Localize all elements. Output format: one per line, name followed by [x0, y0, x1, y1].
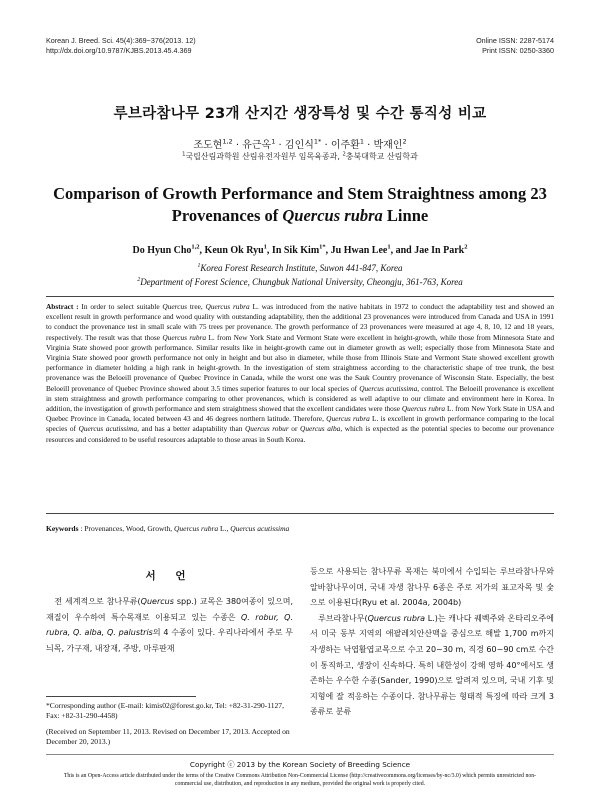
print-issn: Print ISSN: 0250-3360: [482, 46, 554, 55]
affil-sup: 2: [137, 277, 141, 283]
body-text: 의 4 수종이 있다. 우리나라에서 주로 무늬목, 가구재, 내장재, 주방, 마루판재: [46, 628, 294, 653]
author-name: 이주환: [330, 140, 360, 151]
abstract-text: , which is expected as the potential species to become our provenance resources and considered to be useful resources adaptable to those areas in South Korea.: [46, 424, 554, 444]
affil-text: Korea Forest Research Institute, Suwon 441-847, Korea: [200, 263, 403, 273]
species-name: Quercus: [162, 302, 188, 311]
copyright-line: Copyright ⓒ 2013 by the Korean Society of Breeding Science: [189, 760, 411, 769]
species-name: Quercus rubra: [205, 302, 250, 311]
species-name: Quercus acutissima: [359, 383, 418, 393]
affil-text: 충북대학교 산림학과: [345, 152, 418, 161]
english-title: [0, 183, 600, 227]
title-line-1: Comparison of Growth Performance and Stem Straightness among 23: [53, 184, 547, 203]
affil-sup: 2: [342, 151, 346, 158]
footnote-divider: [46, 696, 196, 697]
english-authors: Do Hyun Cho$^{1,2}$, Keun Ok Ryu$^1$, In Sik Kim$^{1*}$, Ju Hwan Lee$^1$, and Jae In Park$^2$: [132, 243, 468, 256]
separator: ·: [232, 140, 243, 151]
author-name: 김인식: [284, 140, 314, 151]
footer-divider: [46, 754, 554, 755]
affil-sup: 1: [182, 151, 186, 158]
abstract-text: L. was introduced from the native habitats in 1972 to conduct the adaptability test and showed an excellent result in growth performance and wood quality with outstanding adaptability, then the additional 23 provenances were introduced from Canada and USA in 1991 to conduct the provenance test in small scale with 75 trees per provenance. The growth performance of 23 provenances were measured at age 4, 8, 10, 12 and 18 years, respectively. The result was that those: [46, 302, 554, 342]
english-affiliation-2: [0, 277, 600, 287]
license-note: This is an Open-Access article distributed under the terms of the Creative Commons Attribution Non-Commercial License (http://creativecommons.org/licenses/by-nc/3.0) which permits unrestricted non-commercial use, distribution, and reproduction in any medium, provided the original work is properly cited.: [63, 773, 537, 787]
body-paragraph: 등으로 사용되는 참나무류 목재는 북미에서 수입되는 루브라참나무와 알바참나무이며, 국내 자생 참나무 6종은 주로 저가의 표고자목 및 숯으로 이용된다(Ryu et al. 2004a, 2004b): [310, 567, 554, 608]
author-name: Ju Hwan Lee: [330, 245, 388, 256]
abstract-text: tree,: [187, 302, 206, 311]
body-text: spp.) 교목은 380여종이 있으며, 재질이 우수하여 특수목재로 이용되고 있는 수종은: [46, 597, 293, 622]
abstract-text: L. from New York State in USA and Quebec Province in Canada, located between 43 and 46 degrees northern latitude. Therefore,: [46, 404, 554, 424]
received-dates-note: (Received on September 11, 2013. Revised on December 17, 2013. Accepted on December 20, 2013.): [46, 727, 290, 746]
author-name: Keun Ok Ryu: [204, 245, 264, 256]
section-title-introduction: 서 언: [145, 570, 194, 582]
affil-text: Department of Forest Science, Chungbuk National University, Cheongju, 361-763, Korea: [140, 277, 463, 287]
korean-affiliations: [0, 151, 600, 162]
species-name: Quercus rubra: [282, 206, 383, 225]
keywords: [46, 524, 554, 533]
abstract: [46, 302, 554, 445]
abstract-text: L. from New York State and Vermont State were excellent in height-growth, while those from Minnesota State and Virginia State showed poor growth performance. Similar results like in height-growth came out in diameter growth as well; especially those from Minnesota State and Virginia State showed poor growth performance not only in height and but also in diameter, while those from Illinois State and Vermont State showed excellent growth performance in diameter holding a high rank in height-growth. In the investigation of stem straightness according to the characteristic shape of tree trunk, the best provenance was the Beloeill provenance of Quebec Province in Canada, while the worst one was the Sauk Country provenance of Wisconsin State. Especially, the best Beloeill provenance of Quebec Province showed about 3.5 times superior features to our local species of: [46, 332, 555, 393]
author-name: Do Hyun Cho: [132, 245, 192, 256]
online-issn: Online ISSN: 2287-5174: [476, 36, 554, 45]
abstract-label: Abstract :: [46, 302, 79, 311]
corresponding-author-note: *Corresponding author (E-mail: kimis02@forest.go.kr, Tel: +82-31-290-1127, Fax: +82-31-290-4458): [46, 701, 285, 720]
separator: ·: [363, 140, 374, 151]
author-name: 조도현: [193, 140, 223, 151]
separator: ·: [321, 140, 331, 151]
abstract-text: , control. The Beloeill provenance is excellent in stem straightness and growth performance comparing to other provenances, which is considered as well adaptive to our climate and environment here in Korea. In addition, the investigation of growth performance and stem straightness showed that the excellent candidates were those: [46, 383, 554, 414]
author-name: Jae In Park: [414, 245, 465, 256]
body-text: 전 세계적으로 참나무류(: [46, 597, 141, 606]
species-name: Q. robur, Q. rubra, Q. alba, Q. palustris: [46, 612, 293, 638]
korean-authors: [0, 136, 600, 151]
author-name: In Sik Kim: [271, 245, 320, 256]
species-name: Quercus: [140, 597, 174, 606]
affil-sup: 1*: [319, 243, 326, 251]
affil-sup: 2: [402, 137, 407, 146]
species-name: Quercus alba: [300, 424, 341, 434]
body-text: L.)는 캐나다 퀘벡주와 온타리오주에서 미국 동부 지역의 애팔레치안산맥을 중심으로 해발 1,700 m까지 자생하는 낙엽활엽교목으로 수고 20~30 m, 직경 60~90 cm로 수간이 통직하고, 생장이 신속하다. 특히 내한성이 강해 영하 40°에서도 생존하는 우수한 수종(Sander, 1990)으로 알려져 있으며, 국내 기후 및 지형에 잘 적응하는 수종이다. 참나무류는 형태적 특징에 따라 크게 3종류로 분류: [310, 613, 554, 717]
keywords-label: Keywords: [46, 524, 79, 533]
keywords-colon: :: [78, 524, 85, 533]
affil-sup: 1: [263, 243, 267, 251]
keywords-text: L.,: [218, 524, 231, 533]
doi-link[interactable]: http://dx.doi.org/10.9787/KJBS.2013.45.4.369: [46, 46, 192, 55]
affil-sup: 1,2: [191, 243, 200, 251]
species-name: Quercus acutissima: [230, 524, 290, 533]
affil-sup: 1: [387, 243, 391, 251]
species-name: Quercus acutissima,: [78, 424, 140, 434]
left-column-text: [46, 594, 293, 656]
separator: ·: [275, 140, 285, 151]
species-name: Quercus rubra: [162, 332, 207, 342]
affil-sup: 1: [271, 137, 276, 146]
species-name: Quercus rubra: [401, 404, 446, 414]
journal-citation: Korean J. Breed. Sci. 45(4):369~376(2013. 12): [46, 36, 196, 45]
affil-sup: 1: [359, 137, 364, 146]
affil-sup: 1,2: [222, 137, 233, 146]
abstract-text: L. is excellent in growth performance comparing to the local species of: [46, 414, 554, 434]
title-text: Linne: [382, 206, 429, 225]
body-paragraph: [310, 611, 554, 720]
affil-sup: 2: [464, 243, 468, 251]
affil-text: 국립산림과학원 산림유전자원부 임목육종과,: [185, 152, 343, 161]
abstract-text: or: [288, 424, 301, 434]
species-name: Quercus rubra: [367, 613, 426, 623]
body-text: 루브라참나무(: [310, 613, 368, 623]
affil-sup: 1: [197, 263, 201, 269]
author-name: 유근옥: [242, 140, 272, 151]
issn-header: [476, 36, 554, 56]
title-text: Provenances of: [171, 206, 283, 225]
title-line-2: [0, 205, 600, 227]
species-name: Quercus rubra: [326, 414, 370, 424]
abstract-text: and has a better adaptability than: [139, 424, 245, 434]
affil-sup: 1*: [313, 137, 322, 146]
journal-header: [46, 36, 196, 56]
keywords-text: Provenances, Wood, Growth,: [84, 524, 175, 533]
author-name: 박재인: [373, 140, 403, 151]
conjunction: and: [395, 245, 415, 256]
abstract-text: In order to select suitable: [78, 302, 163, 311]
species-name: Quercus robur: [245, 424, 289, 434]
species-name: Quercus rubra: [174, 524, 219, 533]
korean-title: 루브라참나무 23개 산지간 생장특성 및 수간 통직성 비교: [113, 106, 487, 122]
right-column-text: [310, 564, 554, 720]
english-affiliation-1: [0, 263, 600, 273]
